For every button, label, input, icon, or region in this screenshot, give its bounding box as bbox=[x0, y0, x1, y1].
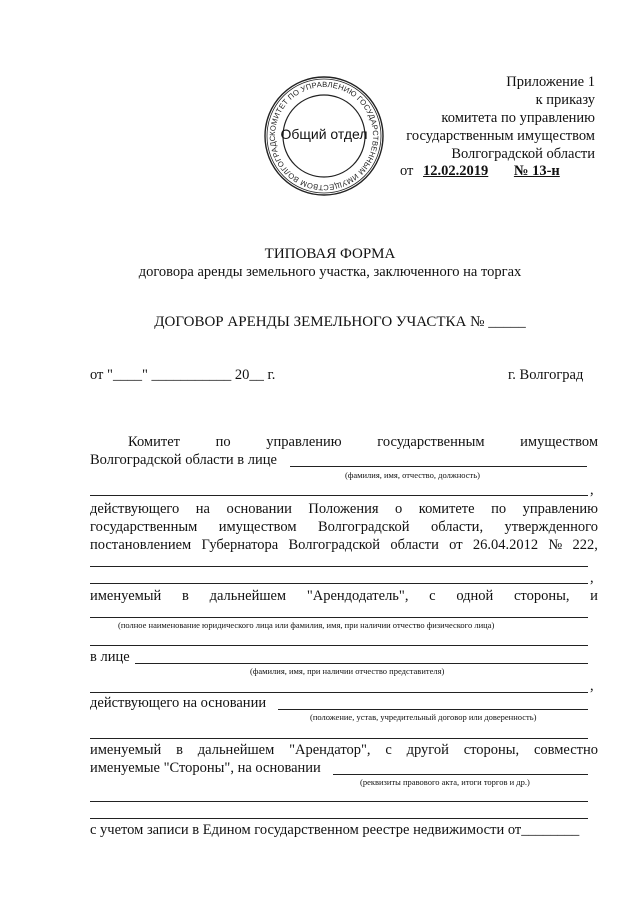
caption-legal-act: (реквизиты правового акта, итоги торгов и др.) bbox=[360, 777, 530, 787]
word: 222, bbox=[572, 537, 598, 553]
seal-ring-text: КОМИТЕТ ПО УПРАВЛЕНИЮ ГОСУДАРСТВЕННЫМ ИМУЩЕСТВОМ ВОЛГОГРАДС bbox=[267, 79, 381, 193]
word: государственным bbox=[90, 519, 198, 535]
word: Положения bbox=[308, 501, 379, 517]
appendix-line-5: Волгоградской области bbox=[451, 146, 595, 162]
appendix-number: № 13-н bbox=[513, 163, 560, 179]
word: основании bbox=[226, 501, 292, 517]
word: № bbox=[548, 537, 563, 553]
word: государственным bbox=[377, 434, 485, 450]
word: имуществом bbox=[520, 434, 598, 450]
word: в bbox=[182, 588, 189, 604]
word: Губернатора bbox=[201, 537, 279, 553]
comma-2: , bbox=[590, 570, 594, 586]
caption-tenant-name: (полное наименование юридического лица или фамилия, имя, при наличии отчество физического лица) bbox=[118, 620, 495, 630]
word: по bbox=[215, 434, 231, 450]
word: области, bbox=[430, 519, 484, 535]
contract-city: г. Волгоград bbox=[508, 367, 584, 383]
word: Волгоградской bbox=[288, 537, 381, 553]
underline-representative bbox=[290, 466, 587, 467]
comma-1: , bbox=[590, 482, 594, 498]
word: с bbox=[385, 742, 392, 758]
caption-representative: (фамилия, имя, отчество, должность) bbox=[345, 470, 480, 480]
word: дальнейшем bbox=[209, 588, 287, 604]
underline-tenant-name bbox=[90, 617, 588, 618]
word: именуемый bbox=[90, 588, 162, 604]
appendix-date-prefix: от bbox=[400, 163, 414, 179]
word: с bbox=[429, 588, 436, 604]
underline-blank-8 bbox=[90, 818, 588, 819]
underline-blank-3 bbox=[90, 583, 588, 584]
appendix-line-4: государственным имуществом bbox=[406, 128, 595, 144]
form-title: ТИПОВАЯ ФОРМА bbox=[264, 246, 396, 262]
appendix-date: 12.02.2019 bbox=[423, 163, 489, 179]
word: о bbox=[395, 501, 403, 517]
word: одной bbox=[456, 588, 494, 604]
word: области bbox=[390, 537, 439, 553]
underline-legal-act bbox=[333, 774, 588, 775]
underline-blank-2 bbox=[90, 566, 588, 567]
word: именуемый bbox=[90, 742, 162, 758]
word: комитете bbox=[418, 501, 475, 517]
body-line-2: Волгоградской области в лице bbox=[90, 452, 277, 468]
caption-tenant-rep: (фамилия, имя, при наличии отчество представителя) bbox=[250, 666, 445, 676]
body-line-4 bbox=[90, 500, 598, 518]
word: "Арендодатель", bbox=[306, 588, 409, 604]
word: по bbox=[491, 501, 507, 517]
word: и bbox=[590, 588, 598, 604]
word: другой bbox=[406, 742, 449, 758]
underline-blank-6 bbox=[90, 738, 588, 739]
word: совместно bbox=[533, 742, 598, 758]
body-line-last: с учетом записи в Едином государственном реестре недвижимости от________ bbox=[90, 822, 580, 838]
body-line-deist: действующего на основании bbox=[90, 695, 267, 711]
appendix-line-2: к приказу bbox=[535, 92, 595, 108]
word: на bbox=[195, 501, 210, 517]
body-line-1 bbox=[128, 433, 598, 451]
word: имуществом bbox=[218, 519, 297, 535]
word: стороны, bbox=[514, 588, 570, 604]
body-line-6 bbox=[90, 536, 598, 554]
comma-3: , bbox=[590, 678, 594, 694]
seal-stamp bbox=[263, 75, 385, 197]
underline-blank-5 bbox=[90, 692, 588, 693]
appendix-line-3: комитета по управлению bbox=[441, 110, 595, 126]
word: от bbox=[449, 537, 463, 553]
contract-title: ДОГОВОР АРЕНДЫ ЗЕМЕЛЬНОГО УЧАСТКА № _____ bbox=[154, 314, 526, 330]
body-line-storony: именуемые "Стороны", на основании bbox=[90, 760, 321, 776]
underline-blank-7 bbox=[90, 801, 588, 802]
word: дальнейшем bbox=[197, 742, 275, 758]
word: управлению bbox=[266, 434, 342, 450]
underline-blank-4 bbox=[90, 645, 588, 646]
body-line-imenuemy bbox=[90, 741, 598, 759]
body-line-v-lice: в лице bbox=[90, 649, 130, 665]
word: "Арендатор", bbox=[289, 742, 371, 758]
appendix-date-line bbox=[400, 162, 560, 180]
word: Комитет bbox=[128, 434, 180, 450]
contract-date: от "____" ___________ 20__ г. bbox=[90, 367, 276, 383]
body-line-5 bbox=[90, 518, 598, 536]
caption-basis: (положение, устав, учредительный договор или доверенность) bbox=[310, 712, 537, 722]
word: действующего bbox=[90, 501, 180, 517]
word: управлению bbox=[522, 501, 598, 517]
word: 26.04.2012 bbox=[472, 537, 539, 553]
form-subtitle: договора аренды земельного участка, заключенного на торгах bbox=[138, 264, 522, 280]
word: утвержденного bbox=[504, 519, 598, 535]
word: стороны, bbox=[463, 742, 520, 758]
word: Волгоградской bbox=[317, 519, 410, 535]
underline-tenant-rep bbox=[135, 663, 588, 664]
underline-basis bbox=[278, 709, 588, 710]
seal-center-text: Общий отдел bbox=[280, 126, 368, 142]
appendix-line-1: Приложение 1 bbox=[506, 74, 595, 90]
underline-blank-1 bbox=[90, 495, 588, 496]
word: постановлением bbox=[90, 537, 192, 553]
body-line-8 bbox=[90, 587, 598, 605]
word: в bbox=[176, 742, 183, 758]
